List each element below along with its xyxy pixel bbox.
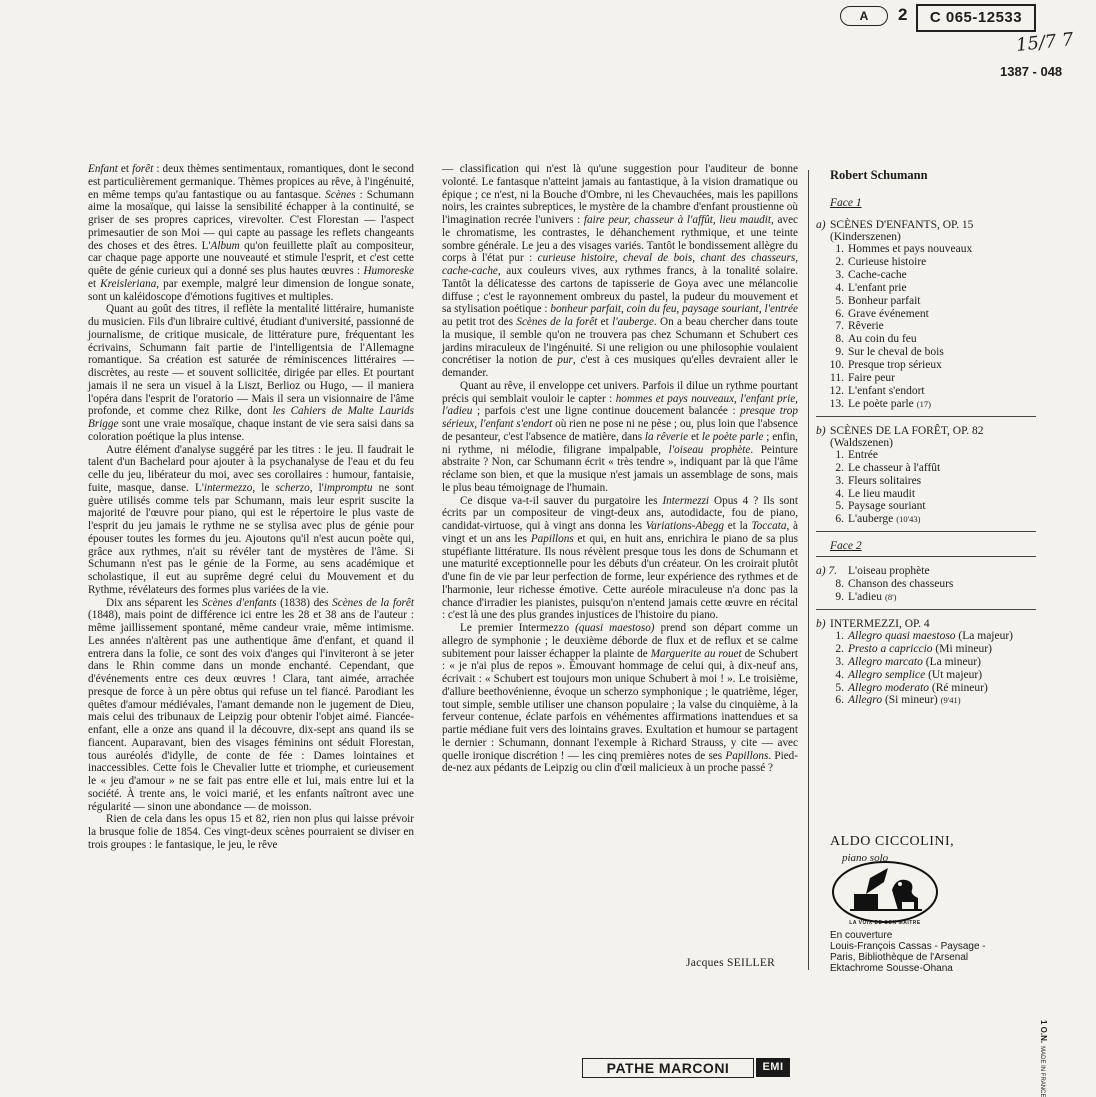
track-title: (Si mineur) xyxy=(882,694,938,707)
track-title: Faire peur xyxy=(848,372,895,385)
track-number: 3. xyxy=(835,655,844,668)
track-number: 8. xyxy=(835,333,844,346)
side-badge: A xyxy=(840,6,888,26)
track-title: Paysage souriant xyxy=(848,500,926,513)
track-item xyxy=(816,475,1046,488)
work-subtitle: (Waldszenen) xyxy=(830,436,893,449)
work-subtitle: (Kinderszenen) xyxy=(830,231,901,243)
matrix-number: 1387 - 048 xyxy=(1000,64,1063,79)
track-title: Entrée xyxy=(848,448,879,461)
artist-instrument: piano solo xyxy=(842,852,889,864)
artist-name: ALDO CICCOLINI, xyxy=(830,834,955,849)
track-number: 4. xyxy=(835,668,844,681)
track-number: 13. xyxy=(829,397,844,410)
track-number: 11. xyxy=(830,372,844,385)
track-number: 3. xyxy=(835,474,844,487)
made-in-text: MADE IN FRANCE xyxy=(1039,1046,1045,1097)
cover-credits xyxy=(830,930,1030,974)
track-title: L'adieu xyxy=(848,591,883,604)
track-title: Curieuse histoire xyxy=(848,255,927,268)
track-tempo: Allegro quasi maestoso xyxy=(848,629,956,642)
track-number: 3. xyxy=(835,268,844,281)
work-letter: a) xyxy=(816,219,826,231)
track-list-d xyxy=(816,630,1046,707)
track-number: 2. xyxy=(835,255,844,268)
work-d-heading xyxy=(816,618,1046,630)
work-title: SCÈNES DE LA FORÊT, OP. 82 xyxy=(830,424,984,437)
track-number: 6. xyxy=(835,513,844,526)
author-signature: Jacques SEILLER xyxy=(686,957,776,969)
track-item xyxy=(816,398,1046,411)
track-item xyxy=(816,500,1046,513)
track-tempo: Allegro moderato xyxy=(848,681,930,694)
liner-notes-column-2 xyxy=(442,163,798,775)
track-item xyxy=(816,346,1046,359)
notes-paragraph: Ce disque va-t-il sauver du purgatoire les Intermezzi Opus 4 ? Ils sont écrits par un compositeur de vingt-deux ans, autodidacte, fou de piano, candidat-virtuose, qui à vingt ans donna les Variations-Abegg et la Toccata, à vingt et un ans les Papillons et qui, en huit ans, enrichira le piano de sa plus stupéfiante littérature. Ils nous révèlent presque tous les dons de Schumann et une maturité exceptionnelle pour les débuts d'un créateur. On les croirait plutôt d'une fin de vie par leur perfection de forme, leur expérience des rythmes et de l'harmonie, leur richesse émotive. Cette auréole miraculeuse n'a donc pas la chance d'irradier les pianistes, puisqu'on n'entend jamais cette œuvre en récital : c'est là une des plus grandes injustices de l'histoire du piano. xyxy=(442,494,799,622)
side-number: 2 xyxy=(898,5,908,24)
track-item xyxy=(816,359,1046,372)
track-title: L'enfant s'endort xyxy=(848,384,925,397)
track-number: 9. xyxy=(835,346,844,359)
track-item xyxy=(816,578,1046,591)
notes-paragraph: — classification qui n'est là qu'une suggestion pour l'auditeur de bonne volonté. Le fantasque n'atteint jamais au fantastique, à la vision dramatique ou épique ; ce n'est, ni la Bouche d'Ombre, ni les Chevauchées, mais les papillons noirs, les craintes subreptices, le mystère de la chambre d'enfant proustienne où l'imagination recrée l'univers : faire peur, chasseur à l'affût, lieu maudit, avec le chromatisme, les contrastes, le déhanchement rythmique, et une teinte sombre générale. Le jeu a des visages variés. Tantôt le bondissement allègre du corps à l'état pur : curieuse histoire, cheval de bois, chant des chasseurs, cache-cache, aux couleurs vives, aux rythmes francs, à la tonalité solaire. Tantôt la délicatesse des cartons de tapisserie de Goya avec une mélancolie diffuse ; c'est le rayonnement ombreux du pastel, la pudeur du mouvement et sa stylisation poétique : bonheur parfait, coin du feu, paysage souriant, l'entrée au petit trot des Scènes de la forêt et l'auberge. On a beau chercher dans toute la musique, il semble qu'on ne trouvera pas chez Schumann et Schubert ces jardins miraculeux de l'ingénuité. Si une religion ou une philosophie voulaient concrétiser la notion de pur, c'est à ces musiques qu'elles devraient aller le demander. xyxy=(442,163,799,379)
work-title: SCÈNES D'ENFANTS, OP. 15 xyxy=(830,219,974,231)
track-title: (Ut majeur) xyxy=(925,668,983,681)
track-number: 5. xyxy=(835,294,844,307)
track-title: Fleurs solitaires xyxy=(848,474,922,487)
track-tempo: Presto a capriccio xyxy=(848,642,933,655)
track-list-c xyxy=(816,578,1046,604)
track-item xyxy=(816,591,1046,604)
track-title: L'enfant prie xyxy=(848,281,907,294)
track-item xyxy=(816,320,1046,333)
handwritten-note: 15/7 7 xyxy=(1015,29,1075,56)
track-title: Le chasseur à l'affût xyxy=(848,461,941,474)
track-item xyxy=(816,308,1046,321)
track-item xyxy=(816,282,1046,295)
track-tempo: Allegro marcato xyxy=(848,655,923,668)
work-letter: b) xyxy=(816,424,826,437)
track-number: 6. xyxy=(835,694,844,707)
credit-line: Paris, Bibliothèque de l'Arsenal xyxy=(830,952,969,963)
tracklist xyxy=(816,168,1046,707)
rotated-code xyxy=(1039,1020,1048,1097)
credit-line: Louis-François Cassas - Paysage - xyxy=(830,941,986,952)
track-list-b xyxy=(816,449,1046,526)
track-number: 2. xyxy=(835,461,844,474)
track-title: (La mineur) xyxy=(922,655,981,668)
track-item xyxy=(816,630,1046,643)
catalog-number: C 065-12533 xyxy=(916,4,1036,32)
work-a-heading xyxy=(816,219,1046,231)
track-title: (Ré mineur) xyxy=(929,681,988,694)
track-item xyxy=(816,243,1046,256)
composer-name: Robert Schumann xyxy=(830,168,928,182)
rotated-code-text: 1 O.N. xyxy=(1039,1020,1048,1044)
track-number: 12. xyxy=(829,384,844,397)
his-masters-voice-logo xyxy=(830,860,940,930)
credit-line: En couverture xyxy=(830,930,893,941)
notes-paragraph: Enfant et forêt : deux thèmes sentimentaux, romantiques, dont le second est particulièrement germanique. Thèmes propices au rêve, à l'ingénuité, en même temps qu'au fantastique ou au fantasque. Scènes : Schumann aime la mosaïque, qui laisse la sensibilité échapper à la continuité, se griser de ses propres caprices, virevolter. C'est Florestan — l'aspect primesautier de son Moi — qui capte au passage les reflets changeants des choses et des êtres. L'Album qu'on feuillette plaît au compositeur, car chaque page apporte une nouveauté et stimule l'esprit, et c'est cette quête de génie curieux qui a donné ses plus hautes œuvres : Humoreske et Kreisleriana, par exemple, malgré leur dimension de longue sonate, sont un kaléidoscope d'émotions fugitives et multiples. xyxy=(88,163,415,303)
track-title: Sur le cheval de bois xyxy=(848,346,944,359)
track-item xyxy=(816,513,1046,526)
track-number: 9. xyxy=(835,591,844,604)
track-item xyxy=(816,682,1046,695)
track-title: Le poète parle xyxy=(848,397,914,410)
notes-paragraph: Le premier Intermezzo (quasi maestoso) prend son départ comme un allegro de symphonie ; le deuxième déborde de flux et de reflux et se calme subitement pour laisser échapper la plainte de Marguerite au rouet de Schubert : « je n'ai plus de repos ». Émouvant hommage de celui qui, à dix-neuf ans, écrivait : « Schubert est toujours mon unique Schubert à moi ! ». Le troisième, d'allure beethovénienne, évoque un scherzo symphonique ; le quatrième, léger, tout simple, semble utiliser une chanson populaire ; la valse du cinquième, à la ferveur contenue, éclate parfois en véhémentes affirmations inattendues et sa partie médiane fuit vers des lointains graves. Exultation et humour se partagent le dernier : Schumann, donnant l'exemple à Richard Strauss, y cite — avec quelle ironique discrétion ! — les cinq premières notes de ses Papillons. Pied-de-nez aux pédants de Leipzig ou clin d'œil malicieux à un proche passé ? xyxy=(442,622,798,775)
track-title: (Mi mineur) xyxy=(932,642,992,655)
track-number: 1. xyxy=(835,243,844,255)
track-item xyxy=(816,372,1046,385)
track-item xyxy=(816,385,1046,398)
track-title: Presque trop sérieux xyxy=(848,359,942,372)
track-duration: (10'43) xyxy=(896,514,921,525)
work-title: INTERMEZZI, OP. 4 xyxy=(830,617,930,630)
track-item xyxy=(816,565,1046,578)
track-title: Chanson des chasseurs xyxy=(848,578,954,591)
track-number: 7. xyxy=(835,320,844,333)
track-item xyxy=(816,295,1046,308)
liner-notes-column-1 xyxy=(88,163,414,852)
track-title: Rêverie xyxy=(848,320,884,333)
track-title: Hommes et pays nouveaux xyxy=(848,243,973,255)
track-number: 4. xyxy=(835,487,844,500)
track-item xyxy=(816,256,1046,269)
track-title: Le lieu maudit xyxy=(848,487,916,500)
emi-logo: EMI xyxy=(756,1058,790,1077)
track-number: 8. xyxy=(835,578,844,591)
separator xyxy=(816,556,1036,557)
separator xyxy=(816,609,1036,610)
track-item xyxy=(816,462,1046,475)
column-divider xyxy=(808,170,809,970)
track-number: 2. xyxy=(835,642,844,655)
notes-paragraph: Rien de cela dans les opus 15 et 82, rien non plus qui laisse prévoir la brusque folie de 1854. Ces vingt-deux scènes pourraient se diviser en trois groupes : le fantasique, le jeu, le rêve xyxy=(88,813,414,851)
track-duration: (17) xyxy=(916,398,931,409)
track-item xyxy=(816,669,1046,682)
face-1-label: Face 1 xyxy=(830,197,862,209)
credit-line: Ektachrome Sousse-Ohana xyxy=(830,963,953,974)
work-b-heading xyxy=(816,425,1046,437)
track-title: L'oiseau prophète xyxy=(848,565,930,578)
track-item xyxy=(816,643,1046,656)
face-2-label: Face 2 xyxy=(830,540,862,553)
track-number: 5. xyxy=(835,681,844,694)
track-tempo: Allegro xyxy=(848,694,883,707)
notes-paragraph: Autre élément d'analyse suggéré par les titres : le jeu. Il faudrait le talent d'un Bachelard pour ajouter à la psychanalyse de l'eau et du feu celle du jeu, libérateur du moi, avec ses corollaires : humour, fantaisie, fuite, masque, danse. L'intermezzo, le scherzo, l'impromptu ne sont guère utilisés comme tels par Schumann, mais leur esprit suscite la majorité de l'œuvre pour piano, qui est le répertoire le plus vaste de l'esprit du jeu jamais le rythme ne se stylisa avec plus de génie pour épouser toutes les formes du jeu. Ajoutons qu'il n'est aucun poète qui, grâce aux rythmes, n'ait su révéler tant de mystères de l'âme. Si Schumann n'est pas le génie de la Forme, au sens académique et scholastique, il eut au suprême degré celui du Mouvement et du Rythme, révélateurs des formes plus variées de la vie. xyxy=(88,443,415,596)
track-number: 6. xyxy=(835,307,844,320)
track-title: Au coin du feu xyxy=(848,333,917,346)
track-item xyxy=(816,488,1046,501)
track-item xyxy=(816,656,1046,669)
track-item xyxy=(816,449,1046,462)
track-duration: (8') xyxy=(885,592,897,603)
track-item xyxy=(816,333,1046,346)
notes-paragraph: Quant au goût des titres, il reflète la mentalité littéraire, humaniste du musicien. Fils d'un libraire cultivé, étudiant d'université, passionné de journalisme, de critique musicale, de littérature pure, fréquentant les écrivains, Schumann fait partie de l'intelligentsia de l'Allemagne romantique. Sa création est saturée de réminiscences littéraires — discrètes, au reste — et souvent sollicitée, dirigée par elles. Et pourtant jamais il ne sera un visuel à la Liszt, Berlioz ou Hugo, — il maniera l'opéra dans l'esprit de l'oratorio — Mais il sera un visionnaire de l'âme profonde, et comme chez Rilke, dont les Cahiers de Malte Laurids Brigge sont une vraie mosaïque, chaque instant de vie sera saisi dans sa coloration poétique la plus intense. xyxy=(88,303,414,443)
track-title: Grave événement xyxy=(848,307,929,320)
track-number: 5. xyxy=(835,500,844,513)
track-title: L'auberge xyxy=(848,513,894,526)
track-tempo: Allegro semplice xyxy=(848,668,926,681)
track-list-a xyxy=(816,243,1046,411)
notes-paragraph: Dix ans séparent les Scènes d'enfants (1838) des Scènes de la forêt (1848), mais point de différence ici entre les 28 et 38 ans de l'auteur : même jaillissement spontané, même candeur vraie, même intimisme. Les années n'altèrent pas une authentique âme d'enfant, et quand il entrera dans la folie, ce sont des voix d'anges qui l'inviteront à se jeter dans le Rhin comme dans un monde enchanté. Cependant, que d'événements entre ces deux œuvres ! Clara, tant aimée, arrachée presque de force à un père obtus qui refuse un tel fiancé. Parodiant les quêtes d'amour médiévales, l'amant demande non le jugement de Dieu, mais celui des tribunaux de Leipzig pour obtenir l'objet aimé. Fiancée-enfant, elle a onze ans quand il la découvre, dix-sept ans quand ils se fiancent. Auparavant, bien des visages féminins ont séduit Florestan, tous auréolés d'idylle, de conte de fée : Dames lointaines et inaccessibles. Cette fois le Chevalier lutte et triomphe, et curieusement le « jeu d'amour » ne se fait pas entre elle et lui, mais entre lui et la société. À trente ans, le voici marié, et les enfants naîtront avec une régularité — sinon une abondance — de moisson. xyxy=(88,596,414,813)
track-title: Cache-cache xyxy=(848,268,907,281)
track-title: Bonheur parfait xyxy=(848,294,921,307)
logo-lettering: LA VOIX DE SON MAÎTRE xyxy=(849,920,921,926)
track-number: 4. xyxy=(835,281,844,294)
track-item xyxy=(816,694,1046,707)
separator xyxy=(816,531,1036,532)
track-number: 10. xyxy=(829,359,844,372)
track-duration: (9'41) xyxy=(940,695,961,706)
track-item xyxy=(816,269,1046,282)
notes-paragraph: Quant au rêve, il enveloppe cet univers. Parfois il dilue un rythme pourtant précis qui semblait vouloir le capter : hommes et pays nouveaux, l'enfant prie, l'adieu ; parfois c'est une ligne continue doucement balancée : presque trop sérieux, l'enfant s'endort où rien ne pose ni ne pèse ; ou, plus loin que l'absence de pesanteur, c'est l'absence de matière, dans la rêverie et le poète parle ; enfin, ni rythme, ni mélodie, filigrane impalpable, l'oiseau prophète. Peinture abstraite ? Non, car Schumann écrit « très tendre », indiquant par là que l'âme réclame son bien, et que la musique n'est jamais un assemblage de sons, mais le plus beau témoignage de l'humain. xyxy=(442,379,798,494)
separator xyxy=(816,416,1036,417)
work-letter: a) 7. xyxy=(816,565,838,578)
pathe-marconi-label: PATHE MARCONI xyxy=(582,1058,754,1078)
track-number: 1. xyxy=(835,629,844,642)
track-title: (La majeur) xyxy=(955,629,1014,642)
track-number: 1. xyxy=(835,448,844,461)
work-letter: b) xyxy=(816,617,826,630)
